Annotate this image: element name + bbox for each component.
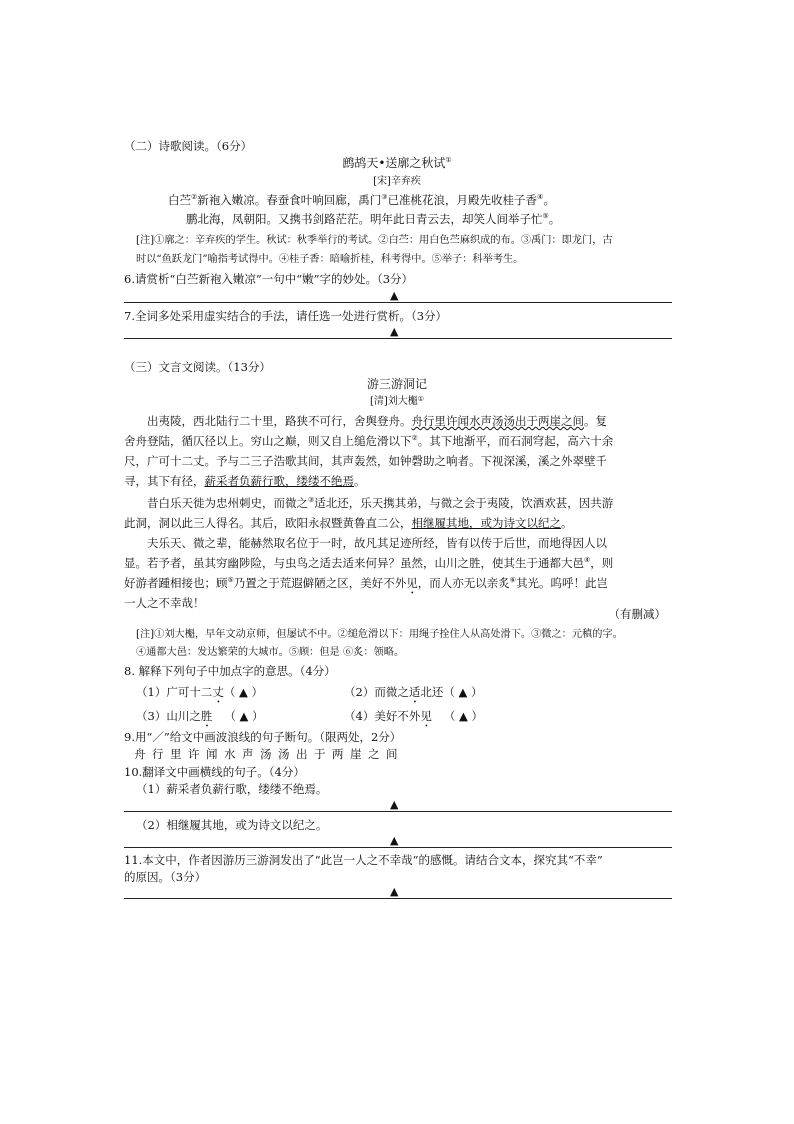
prose-line-5: 昔白乐天徙为忠州刺史，而微之③适北还，乐天携其弟，与微之会于夷陵，饮酒欢甚，因共游 — [147, 496, 614, 510]
answer-mark-q11: ▲ — [390, 885, 399, 898]
q8-item-2: （2）而微之适北还（ ▲ ） — [344, 685, 483, 699]
poem-line-1: 白苎②新袍入嫩凉。春蚕食叶响回廊，禹门③已准桃花浪，月殿先收桂子香④。 — [168, 193, 555, 207]
answer-mark-q7: ▲ — [390, 325, 399, 338]
abridged-note: （有删减） — [608, 607, 666, 621]
q8-item-4: （4）美好不外见 （ ▲ ） — [344, 709, 483, 723]
answer-mark-q10-1: ▲ — [390, 798, 399, 811]
poem-note-1: [注]①廓之：辛弃疾的学生。秋试：秋季举行的考试。②白苎：用白色苎麻织成的布。③禹门：即龙门，古 — [136, 235, 613, 246]
section-2-heading: （二）诗歌阅读。（6分） — [124, 139, 253, 153]
answer-line-q6[interactable] — [124, 302, 672, 303]
answer-mark-q10-2: ▲ — [390, 834, 399, 847]
poem-author: [宋]辛弃疾 — [373, 176, 421, 187]
question-8: 8. 解释下列句子中加点字的意思。（4分） — [124, 664, 336, 678]
underlined-sentence-2: 相继履其地，或为诗文以纪之 — [411, 516, 561, 530]
prose-line-1: 出夷陵，西北陆行二十里，路狭不可行，舍舆登舟。舟行里许闻水声汤汤出于两崖之间。复 — [147, 414, 607, 428]
prose-note-2: ④通都大邑：发达繁荣的大城市。⑤顾：但是 ⑥炙：领略。 — [136, 647, 405, 658]
question-11-line-2: 的原因。（3分） — [124, 870, 207, 884]
prose-line-8: 显。若予者，虽其穷幽陟险，与虫鸟之适去适来何异？虽然，山川之胜，使其生于通都大邑④，则 — [124, 556, 614, 570]
prose-line-7: 夫乐天、微之辈，能赫然取名位于一时，故凡其足迹所经，皆有以传于后世，而地得因人以 — [147, 536, 607, 550]
wavy-underlined-sentence: 舟行里许闻水声汤汤出于两崖之间 — [411, 414, 584, 428]
prose-line-4: 寻，其下有径，薪采者负薪行歌，缕缕不绝焉。 — [124, 474, 366, 488]
prose-note-1: [注]①刘大櫆，早年文动京师，但屡试不中。②缒危滑以下：用绳子拴住人从高处滑下。③微之：元稹的字。 — [136, 629, 623, 640]
answer-line-q7[interactable] — [124, 338, 672, 339]
q9-sentence[interactable]: 舟行里许闻水声汤汤出于两崖之间 — [134, 747, 404, 761]
answer-line-q11[interactable] — [124, 898, 672, 899]
poem-title: 鹧鸪天•送廓之秋试① — [342, 156, 452, 170]
poem-line-2: 鹏北海，凤朝阳。又携书剑路茫茫。明年此日青云去，却笑人间举子忙⑤。 — [186, 212, 561, 226]
prose-title: 游三游洞记 — [366, 377, 427, 391]
question-11-line-1: 11.本文中，作者因游历三游洞发出了“此岂一人之不幸哉”的感慨。请结合文本，探究其“不幸” — [124, 853, 603, 867]
prose-line-3: 尺，广可十二丈。予与二三子浩歌其间，其声轰然，如钟磬助之响者。下视深溪，溪之外翠壁千 — [124, 454, 607, 468]
question-9: 9.用“／”给文中画波浪线的句子断句。（限两处，2分） — [124, 730, 402, 744]
q10-item-1: （1）薪采者负薪行歌，缕缕不绝焉。 — [136, 782, 328, 796]
prose-line-2: 舍舟登陆，循仄径以上。穷山之巅，则又自上缒危滑以下②。其下地渐平，而石洞穹起，高六十余 — [124, 434, 614, 448]
prose-line-9: 好游者踵相接也；顾⑤乃置之于荒遐僻陋之区，美好不外见，而人亦无以亲炙⑥其光。呜呼！此岂 — [124, 576, 609, 590]
question-7: 7.全词多处采用虚实结合的手法，请任选一处进行赏析。（3分） — [124, 309, 448, 323]
answer-line-q10-2[interactable] — [124, 847, 672, 848]
prose-author: [清]刘大櫆① — [369, 395, 425, 407]
prose-line-10: 一人之不幸哉！ — [124, 596, 205, 610]
prose-line-6: 此洞，洞以此三人得名。其后，欧阳永叔暨黄鲁直二公，相继履其地，或为诗文以纪之。 — [124, 516, 573, 530]
q8-item-3: （3）山川之胜 （ ▲ ） — [136, 709, 264, 723]
answer-mark-q6: ▲ — [390, 289, 399, 302]
underlined-sentence-1: 薪采者负薪行歌，缕缕不绝焉 — [204, 474, 354, 488]
q8-item-1: （1）广可十二丈（ ▲ ） — [136, 685, 263, 699]
question-6: 6.请赏析“白苎新袍入嫩凉”一句中“嫩”字的妙处。（3分） — [124, 272, 414, 286]
section-3-heading: （三）文言文阅读。（13分） — [124, 360, 271, 374]
question-10: 10.翻译文中画横线的句子。（4分） — [124, 765, 305, 779]
answer-line-q10-1[interactable] — [124, 811, 672, 812]
poem-note-2: 时以“鱼跃龙门”喻指考试得中。④桂子香：暗喻折桂，科考得中。⑤举子：科举考生。 — [136, 254, 524, 265]
q10-item-2: （2）相继履其地，或为诗文以纪之。 — [136, 818, 328, 832]
